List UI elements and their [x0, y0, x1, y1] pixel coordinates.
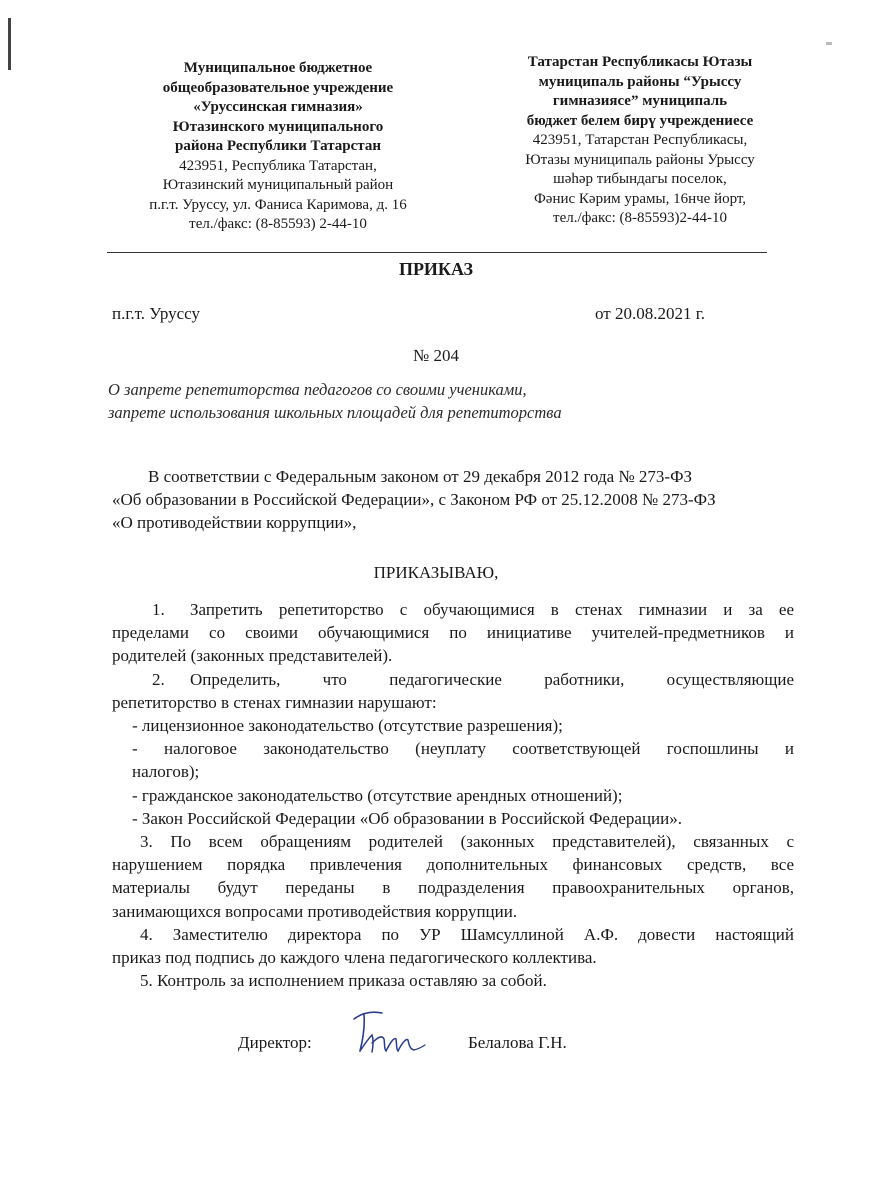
document-date: от 20.08.2021 г. — [595, 304, 706, 323]
header-right-bold-line: муниципаль районы “Урыссу — [538, 73, 742, 90]
legal-basis — [112, 465, 792, 534]
handwritten-signature — [348, 1005, 428, 1063]
item-4-line: 4. Заместителю директора по УР Шамсуллиной А.Ф. довести настоящий — [140, 924, 794, 944]
item-2-line — [112, 668, 794, 691]
basis-line: «О противодействии коррупции», — [112, 513, 357, 532]
item-1-text: Запретить репетиторство с обучающимися в стенах гимназии и за ее — [190, 600, 794, 619]
item-2-subitem-cont: налогов); — [132, 762, 200, 782]
item-1-line — [112, 598, 794, 621]
director-title: Директор: — [238, 1033, 312, 1052]
item-3-line: материалы будут переданы в подразделения правоохранительных органов, — [112, 878, 794, 898]
item-2-line: репетиторство в стенах гимназии нарушают: — [112, 692, 437, 712]
header-left-russian — [82, 59, 474, 235]
document-place: п.г.т. Уруссу — [112, 304, 200, 323]
item-3-line: занимающихся вопросами противодействия коррупции. — [112, 901, 518, 921]
header-right-tatar — [478, 53, 802, 229]
document-title: ПРИКАЗ — [398, 259, 474, 279]
director-name: Белалова Г.Н. — [468, 1033, 567, 1052]
item-1-line: пределами со своими обучающимися по инициативе учителей-предметников и — [112, 623, 794, 643]
orders-heading: ПРИКАЗЫВАЮ, — [373, 563, 499, 582]
item-3-line: нарушением порядка привлечения дополнительных финансовых средств, все — [112, 855, 794, 875]
header-right-bold-line: гимназиясе” муниципаль — [552, 93, 728, 109]
header-right-address-line: Фәнис Кәрим урамы, 16нче йорт, — [533, 190, 747, 207]
header-right-bold-line: Татарстан Республикасы Ютазы — [527, 54, 753, 70]
item-1-line: родителей (законных представителей). — [112, 646, 393, 666]
header-left-bold-line: Ютазинского муниципального — [172, 118, 384, 135]
item-2-text: Определить, что педагогические работники, осуществляющие — [190, 669, 794, 689]
item-1-number: 1. — [152, 600, 165, 619]
header-left-phone: тел./факс: (8-85593) 2-44-10 — [189, 216, 367, 232]
item-5-line: 5. Контроль за исполнением приказа оставляю за собой. — [140, 971, 547, 991]
header-left-address-line: Ютазинский муниципальный район — [162, 177, 394, 193]
header-right-address-line: 423951, Татарстан Республикасы, — [532, 132, 748, 148]
header-left-address-line: п.г.т. Уруссу, ул. Фаниса Каримова, д. 16 — [149, 196, 407, 213]
item-4-line: приказ под подпись до каждого члена педагогического коллектива. — [112, 948, 597, 968]
item-2-subitem: - гражданское законодательство (отсутствие арендных отношений); — [132, 785, 623, 805]
subject-line: запрете использования школьных площадей для репетиторства — [108, 403, 562, 422]
header-left-bold-line: общеобразовательное учреждение — [162, 79, 394, 96]
order-items — [112, 598, 794, 992]
header-left-bold-line: «Уруссинская гимназия» — [193, 99, 363, 115]
item-2-subitem: - налоговое законодательство (неуплату соответствующей госпошлины и — [132, 739, 794, 759]
header-left-bold-line: района Республики Татарстан — [175, 138, 381, 154]
document-subject — [108, 378, 562, 424]
item-2-number: 2. — [152, 669, 165, 689]
header-right-address-line: шәһәр тибындагы поселок, — [553, 171, 727, 187]
scan-artifact — [826, 42, 832, 45]
header-left-bold-line: Муниципальное бюджетное — [183, 60, 373, 76]
header-right-phone: тел./факс: (8-85593)2-44-10 — [553, 210, 727, 226]
header-right-bold-line: бюджет белем бирү учреждениесе — [526, 112, 754, 129]
basis-line: В соответствии с Федеральным законом от 29 декабря 2012 года № 273-ФЗ — [148, 467, 693, 486]
item-3-line: 3. По всем обращениям родителей (законных представителей), связанных с — [140, 832, 794, 852]
subject-line: О запрете репетиторства педагогов со своими учениками, — [108, 380, 527, 399]
document-number: № 204 — [413, 346, 459, 365]
basis-line: «Об образовании в Российской Федерации», с Законом РФ от 25.12.2008 № 273-ФЗ — [112, 490, 716, 509]
item-2-subitem: - Закон Российской Федерации «Об образовании в Российской Федерации». — [132, 808, 683, 828]
header-right-address-line: Ютазы муниципаль районы Урыссу — [525, 151, 755, 168]
scan-edge-mark — [8, 18, 11, 70]
header-divider — [107, 252, 767, 253]
item-2-subitem: - лицензионное законодательство (отсутствие разрешения); — [132, 716, 563, 736]
header-left-address-line: 423951, Республика Татарстан, — [179, 157, 377, 174]
